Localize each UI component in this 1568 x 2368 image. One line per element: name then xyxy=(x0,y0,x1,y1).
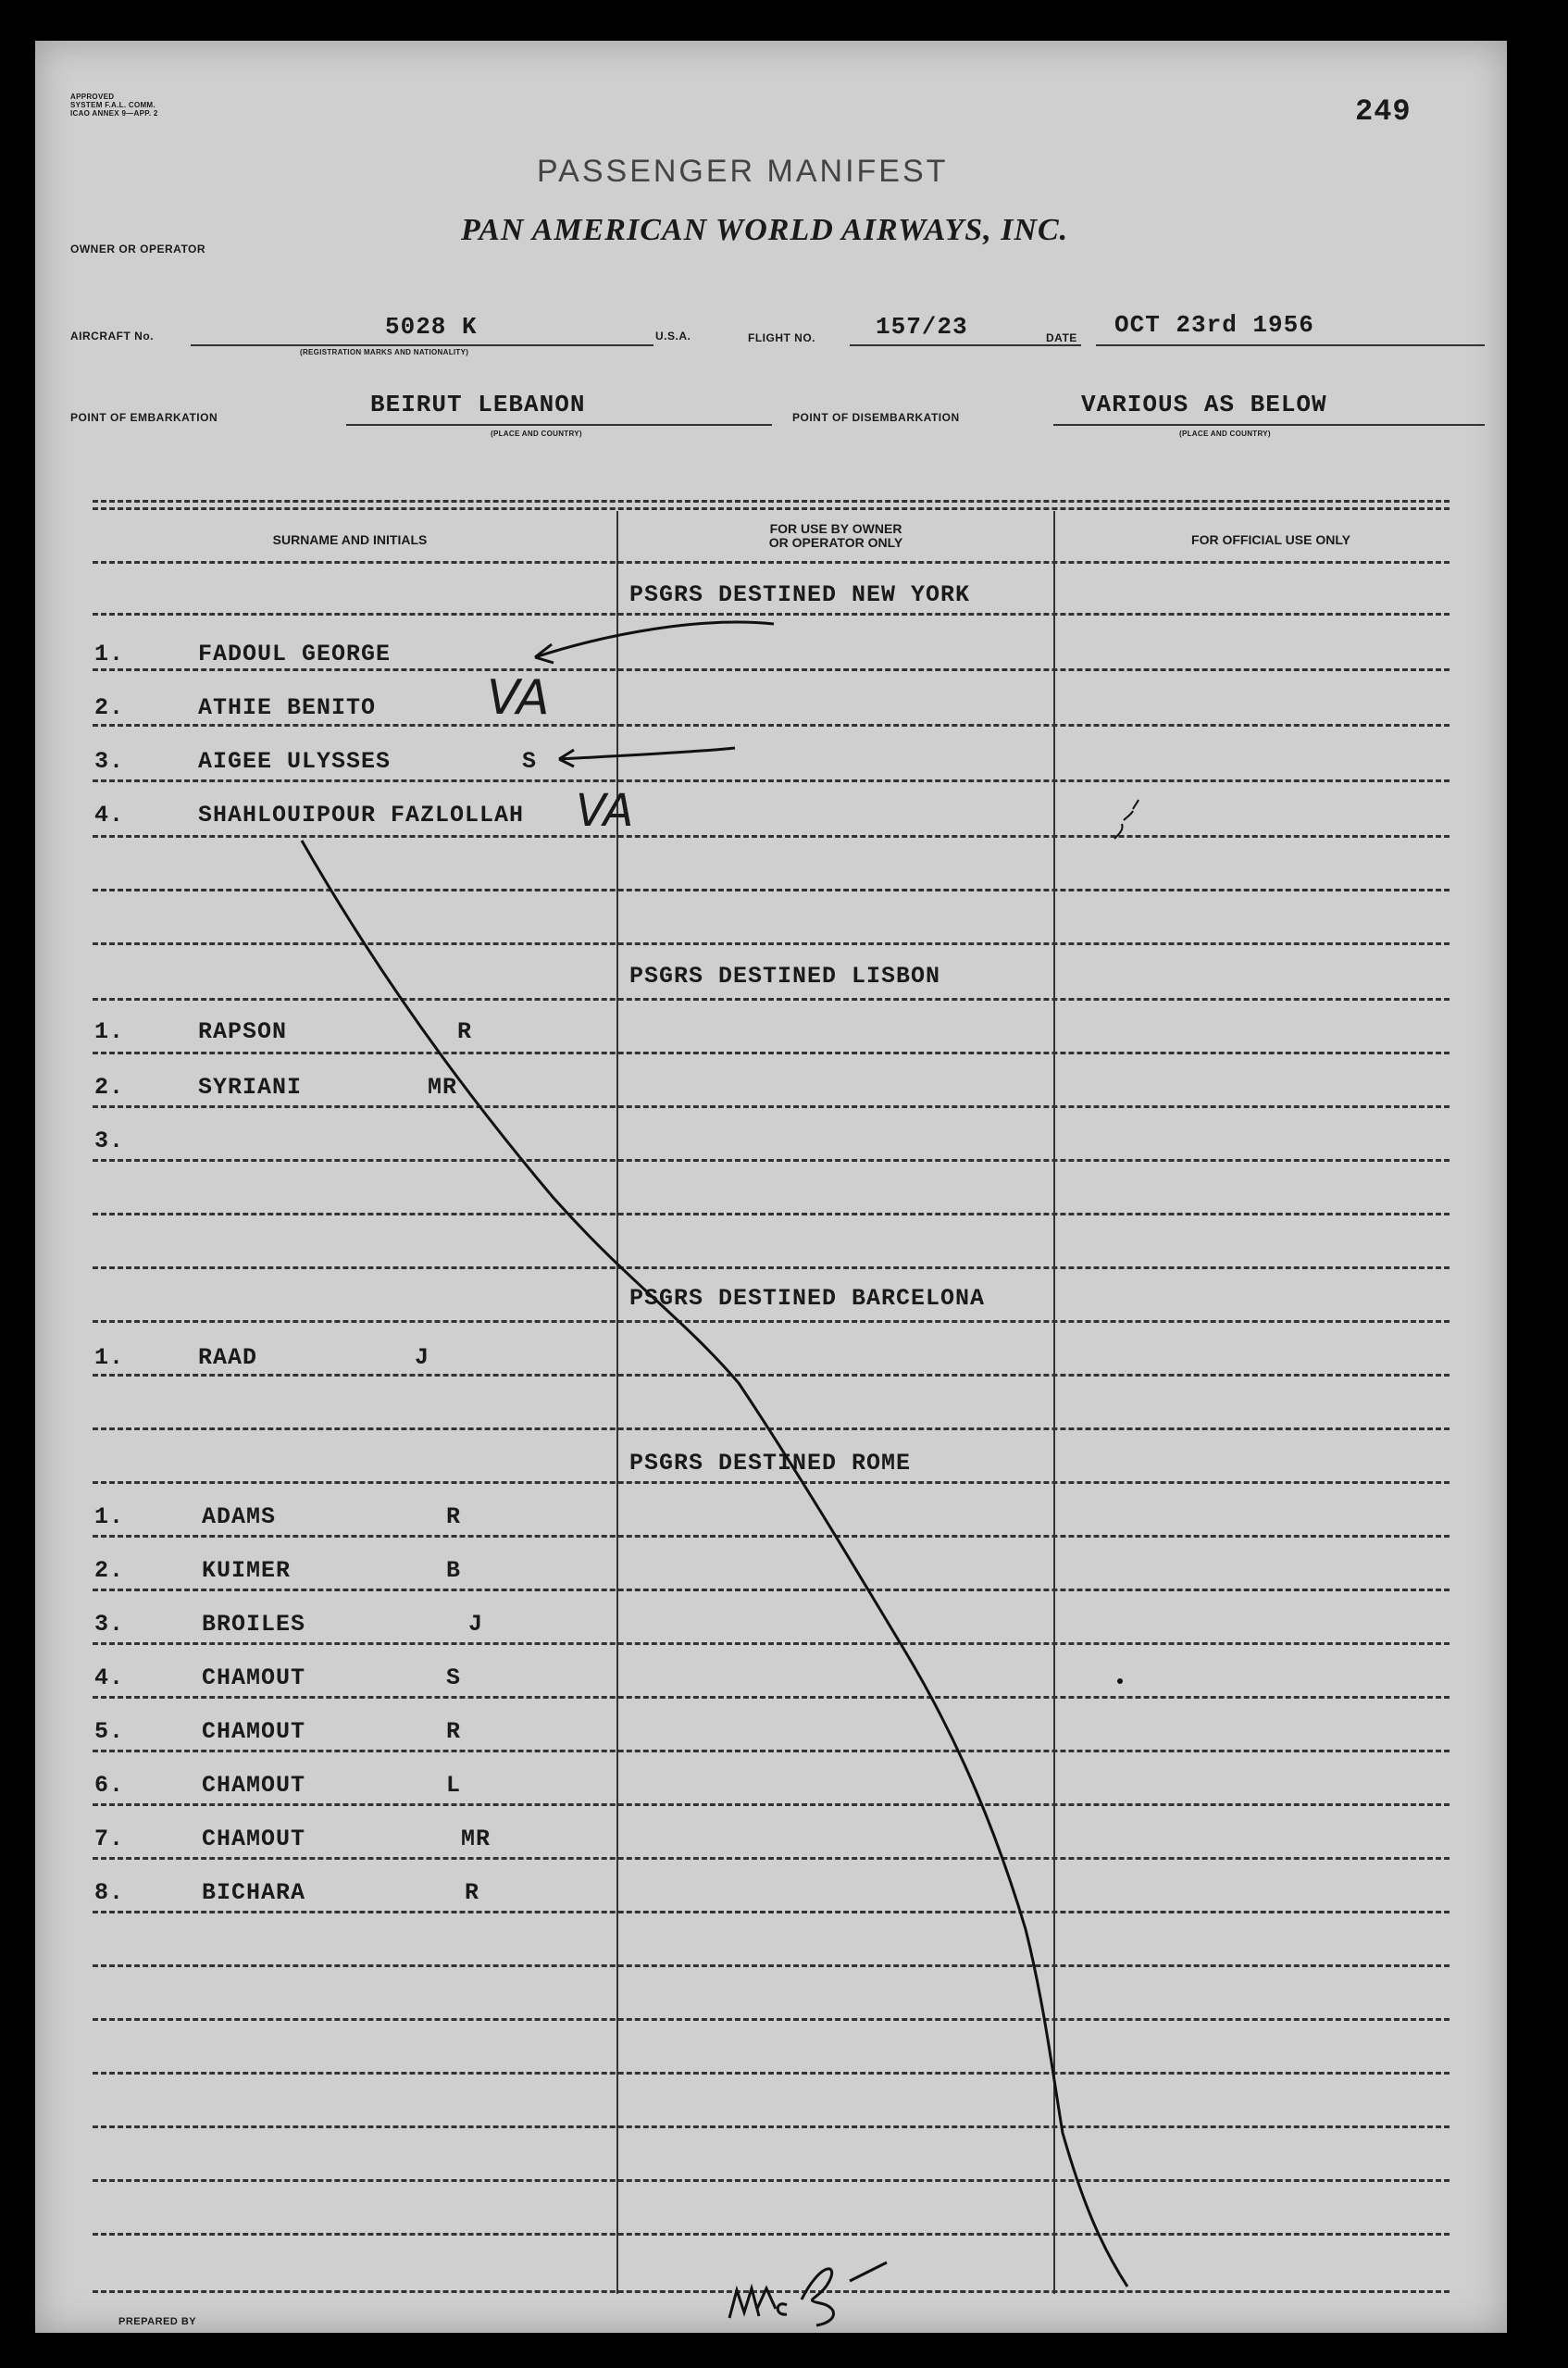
disembarkation-sublabel: (PLACE AND COUNTRY) xyxy=(1179,430,1271,438)
disembarkation-value: VARIOUS AS BELOW xyxy=(1081,391,1327,418)
passenger-number: 1. xyxy=(94,1503,125,1530)
passenger-number: 7. xyxy=(94,1826,125,1852)
column-header-operator-line: FOR USE BY OWNER xyxy=(769,521,902,536)
passenger-number: 1. xyxy=(94,1018,125,1045)
manifest-sheet xyxy=(35,41,1507,2333)
column-header-surname: SURNAME AND INITIALS xyxy=(272,532,428,547)
handwritten-arrow xyxy=(535,622,774,657)
group-heading: PSGRS DESTINED NEW YORK xyxy=(629,581,971,608)
approval-line: APPROVED xyxy=(70,93,115,101)
disembarkation-label: POINT OF DISEMBARKATION xyxy=(792,411,960,424)
column-header-official: FOR OFFICIAL USE ONLY xyxy=(1191,532,1350,547)
passenger-name: BICHARA xyxy=(202,1879,306,1906)
owner-label: OWNER OR OPERATOR xyxy=(70,243,206,255)
passenger-initials: R xyxy=(457,1018,473,1045)
aircraft-sublabel: (REGISTRATION MARKS AND NATIONALITY) xyxy=(300,348,469,356)
aircraft-country: U.S.A. xyxy=(655,330,691,343)
passenger-number: 4. xyxy=(94,1664,125,1691)
passenger-initials: R xyxy=(465,1879,480,1906)
passenger-name: BROILES xyxy=(202,1611,306,1638)
flight-label: FLIGHT NO. xyxy=(748,331,815,344)
passenger-initials: J xyxy=(468,1611,484,1638)
passenger-name: CHAMOUT xyxy=(202,1826,306,1852)
handwritten-arrow xyxy=(559,748,735,759)
passenger-number: 4. xyxy=(94,802,125,829)
prepared-by-label: PREPARED BY xyxy=(118,2316,197,2327)
handwritten-strike-line xyxy=(302,841,1127,2287)
passenger-number: 2. xyxy=(94,1074,125,1101)
approval-line: SYSTEM F.A.L. COMM. xyxy=(70,101,156,109)
passenger-initials: L xyxy=(446,1772,462,1799)
passenger-name: ATHIE BENITO xyxy=(198,694,377,721)
passenger-initials: MR xyxy=(461,1826,492,1852)
embarkation-sublabel: (PLACE AND COUNTRY) xyxy=(491,430,582,438)
passenger-number: 2. xyxy=(94,1557,125,1584)
embarkation-value: BEIRUT LEBANON xyxy=(370,391,586,418)
approval-line: ICAO ANNEX 9—APP. 2 xyxy=(70,109,158,118)
passenger-name: FADOUL GEORGE xyxy=(198,641,392,667)
passenger-number: 3. xyxy=(94,748,125,775)
group-heading: PSGRS DESTINED ROME xyxy=(629,1450,912,1477)
handwritten-scribble xyxy=(1114,800,1139,839)
date-label: DATE xyxy=(1046,331,1077,344)
passenger-initials: R xyxy=(446,1718,462,1745)
passenger-name: CHAMOUT xyxy=(202,1664,306,1691)
passenger-initials: S xyxy=(446,1664,462,1691)
page-title: PASSENGER MANIFEST xyxy=(537,154,949,189)
passenger-number: 5. xyxy=(94,1718,125,1745)
aircraft-value: 5028 K xyxy=(385,313,478,341)
handwritten-check-va: VA xyxy=(487,670,550,726)
embarkation-label: POINT OF EMBARKATION xyxy=(70,411,218,424)
passenger-name: AIGEE ULYSSES xyxy=(198,748,392,775)
passenger-number: 6. xyxy=(94,1772,125,1799)
passenger-number: 3. xyxy=(94,1128,125,1154)
passenger-name: KUIMER xyxy=(202,1557,292,1584)
flight-number: 157/23 xyxy=(876,313,968,341)
passenger-number: 2. xyxy=(94,694,125,721)
passenger-number: 3. xyxy=(94,1611,125,1638)
handwritten-check-va: VA xyxy=(576,785,634,837)
operator-name: PAN AMERICAN WORLD AIRWAYS, INC. xyxy=(461,213,1069,247)
passenger-name: CHAMOUT xyxy=(202,1772,306,1799)
passenger-name: CHAMOUT xyxy=(202,1718,306,1745)
group-heading: PSGRS DESTINED BARCELONA xyxy=(629,1285,986,1312)
handwritten-annotations xyxy=(35,41,1507,2333)
column-header-operator-line: OR OPERATOR ONLY xyxy=(768,535,903,550)
passenger-name: RAPSON xyxy=(198,1018,288,1045)
passenger-number: 1. xyxy=(94,1344,125,1371)
passenger-initials: R xyxy=(446,1503,462,1530)
passenger-initials: S xyxy=(522,748,538,775)
passenger-initials: J xyxy=(415,1344,430,1371)
passenger-name: RAAD xyxy=(198,1344,258,1371)
group-heading: PSGRS DESTINED LISBON xyxy=(629,963,941,990)
passenger-name: SYRIANI xyxy=(198,1074,303,1101)
passenger-initials: MR xyxy=(428,1074,458,1101)
passenger-name: SHAHLOUIPOUR FAZLOLLAH xyxy=(198,802,525,829)
passenger-number: 8. xyxy=(94,1879,125,1906)
passenger-name: ADAMS xyxy=(202,1503,277,1530)
passenger-initials: B xyxy=(446,1557,462,1584)
aircraft-label: AIRCRAFT No. xyxy=(70,330,154,343)
passenger-number: 1. xyxy=(94,641,125,667)
ink-dot xyxy=(1117,1678,1123,1684)
date-value: OCT 23rd 1956 xyxy=(1114,311,1314,339)
page-number: 249 xyxy=(1355,94,1412,129)
signature-mark xyxy=(729,2262,887,2325)
